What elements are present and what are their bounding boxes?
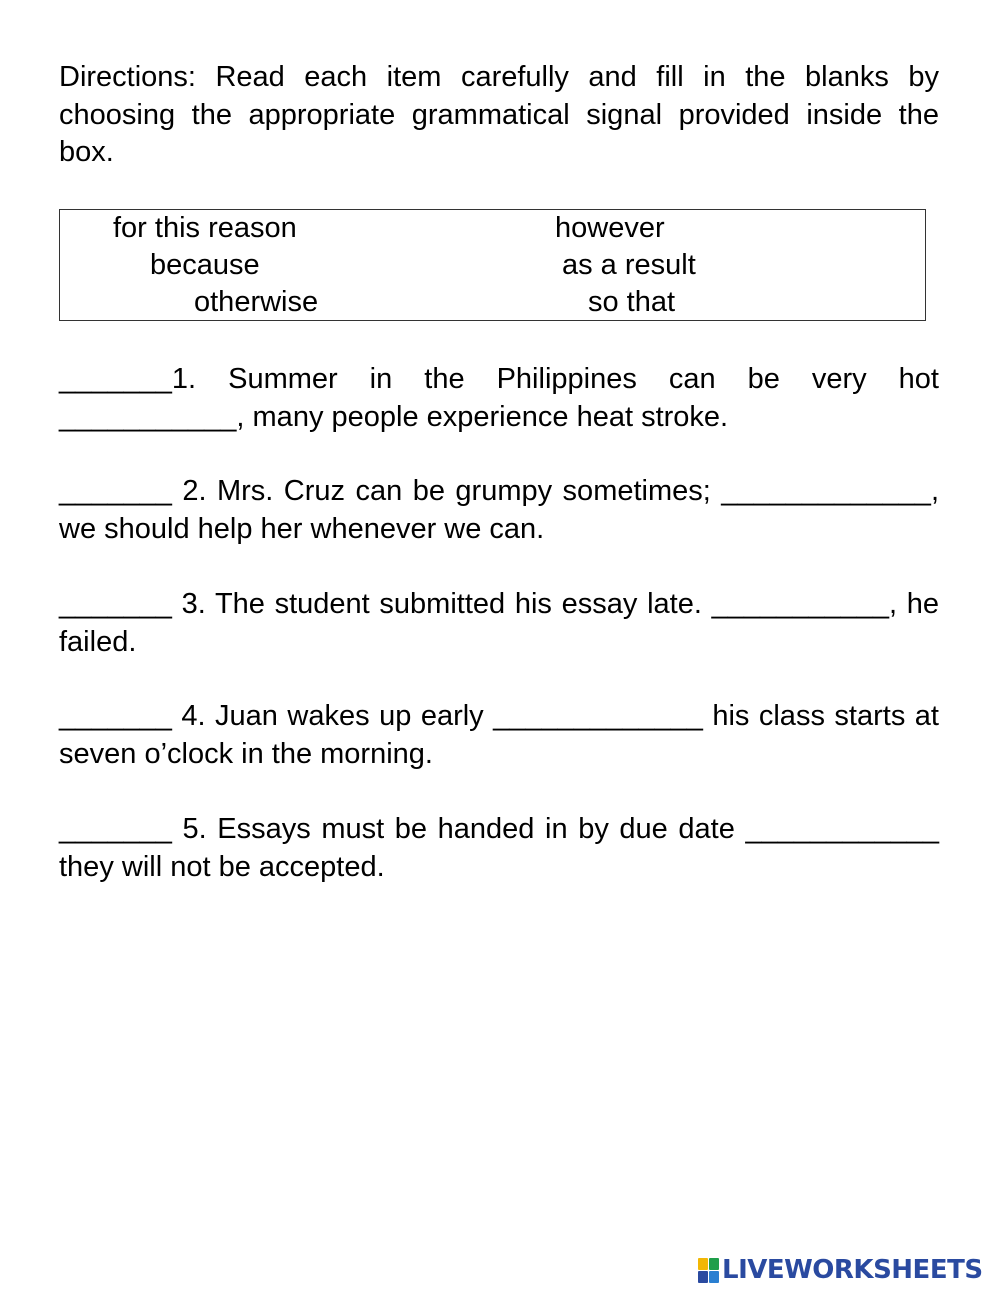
liveworksheets-logo-icon (698, 1258, 719, 1283)
question-item-4[interactable]: _______ 4. Juan wakes up early _____________ his class starts at seven o’clock in the morning. (59, 700, 939, 770)
logo-block (709, 1258, 719, 1270)
word-bank-item: however (555, 212, 665, 244)
word-bank-item: as a result (562, 249, 696, 281)
directions-text: Directions: Read each item carefully and fill in the blanks by choosing the appropriate grammatical signal provided inside the box. (59, 61, 939, 168)
question-item-3[interactable]: _______ 3. The student submitted his essay late. ___________, he failed. (59, 588, 939, 658)
liveworksheets-logo (698, 1255, 983, 1285)
question-item-2[interactable]: _______ 2. Mrs. Cruz can be grumpy sometimes; _____________, we should help her whenever we can. (59, 475, 939, 545)
logo-block (709, 1271, 719, 1283)
question-item-5[interactable]: _______ 5. Essays must be handed in by due date ____________ they will not be accepted. (59, 813, 939, 883)
question-item-1[interactable]: _______1. Summer in the Philippines can be very hot ___________, many people experience heat stroke. (59, 363, 939, 433)
logo-text: LIVEWORKSHEETS (722, 1255, 983, 1285)
word-bank-item: so that (588, 286, 676, 318)
logo-block (698, 1271, 708, 1283)
word-bank-item: for this reason (113, 212, 297, 244)
logo-block (698, 1258, 708, 1270)
word-bank-item: because (150, 249, 260, 281)
word-bank-item: otherwise (194, 286, 319, 318)
